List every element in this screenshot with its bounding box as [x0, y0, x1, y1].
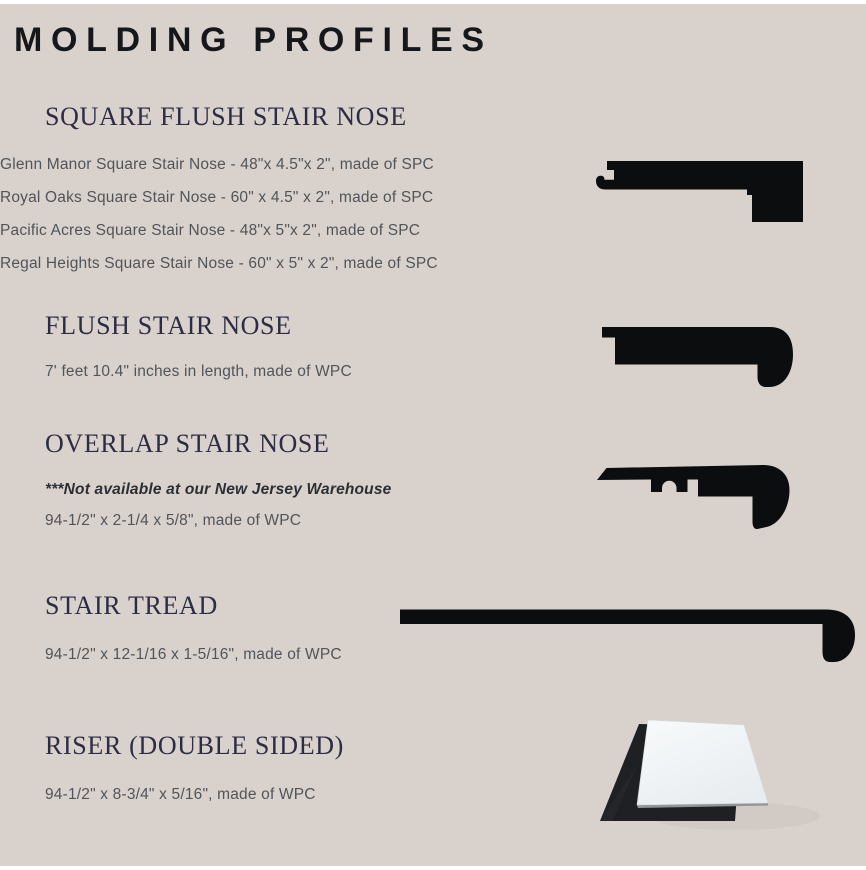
product-line: Royal Oaks Square Stair Nose - 60" x 4.5" x 2", made of SPC — [0, 189, 434, 206]
section-heading-stair-tread: STAIR TREAD — [45, 591, 218, 620]
section-heading-riser: RISER (DOUBLE SIDED) — [45, 731, 344, 760]
section-heading-square-flush-stair-nose: SQUARE FLUSH STAIR NOSE — [45, 102, 407, 131]
product-line: Pacific Acres Square Stair Nose - 48"x 5"x 2", made of SPC — [0, 222, 421, 239]
white-riser-board — [637, 720, 768, 805]
product-line: Regal Heights Square Stair Nose - 60" x 5" x 2", made of SPC — [0, 255, 438, 272]
square-flush-stair-nose-profile-image — [588, 151, 810, 229]
overlap-stair-nose-profile-image — [586, 454, 798, 539]
section-lines-square-flush-stair-nose — [0, 148, 438, 280]
product-line: 94-1/2" x 12-1/16 x 1-5/16", made of WPC — [45, 646, 342, 663]
section-heading-overlap-stair-nose: OVERLAP STAIR NOSE — [45, 429, 330, 458]
product-line: 94-1/2" x 2-1/4 x 5/8", made of WPC — [45, 512, 302, 529]
flush-stair-nose-profile-image — [592, 319, 802, 394]
availability-note: ***Not available at our New Jersey Warehouse — [45, 481, 392, 498]
product-line: Glenn Manor Square Stair Nose - 48"x 4.5"x 2", made of SPC — [0, 156, 434, 173]
product-line: 94-1/2" x 8-3/4" x 5/16", made of WPC — [45, 786, 316, 803]
stair-tread-profile-image — [393, 602, 860, 667]
riser-boards-photo — [588, 709, 843, 870]
page-background — [0, 4, 866, 866]
section-heading-flush-stair-nose: FLUSH STAIR NOSE — [45, 311, 292, 340]
page-title: MOLDING PROFILES — [14, 21, 493, 59]
product-line: 7' feet 10.4" inches in length, made of WPC — [45, 363, 352, 380]
